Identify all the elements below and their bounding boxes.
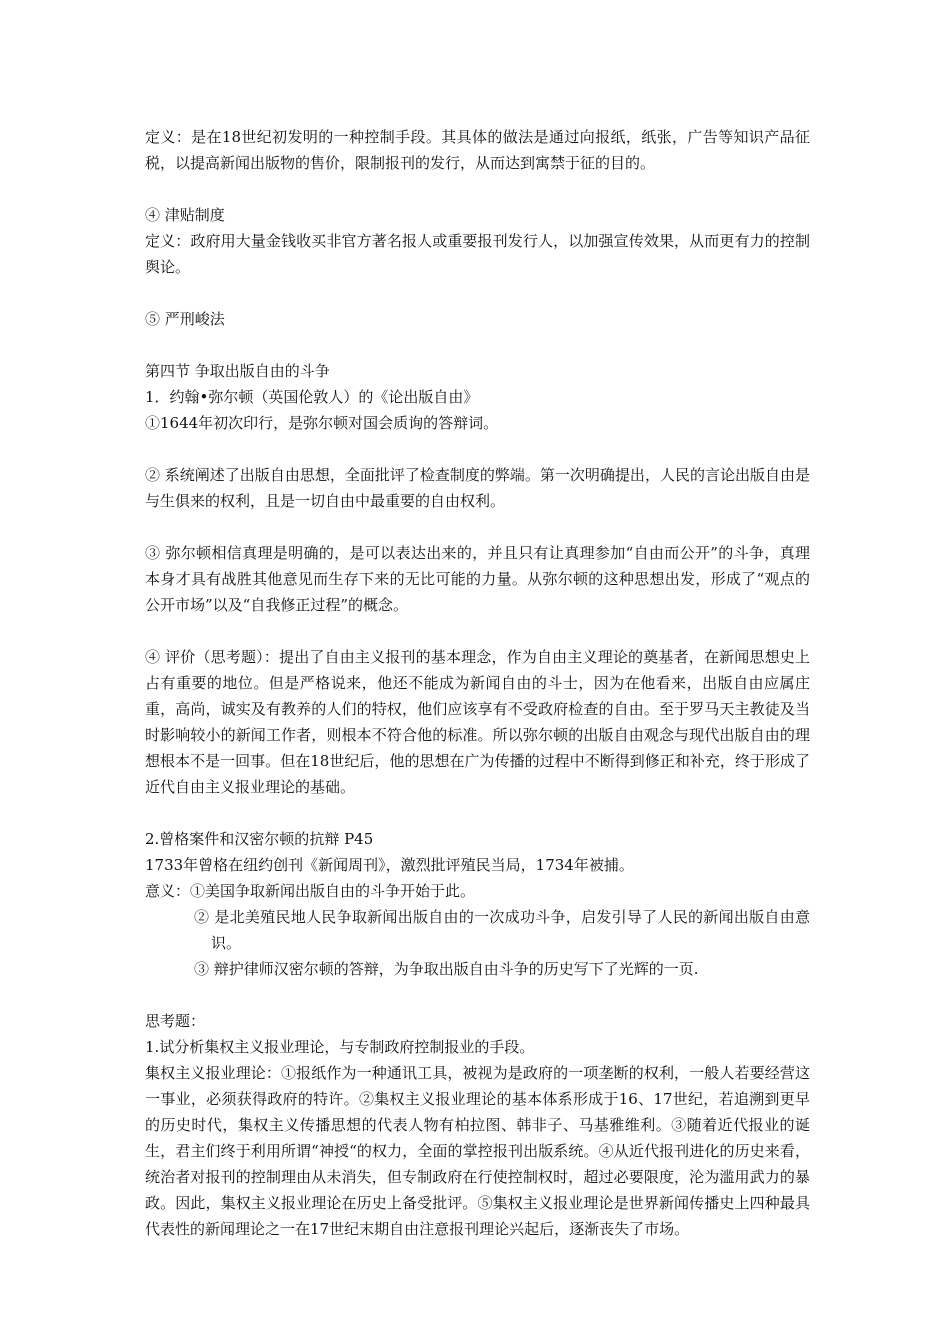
- paragraph: ⑤ 严刑峻法: [145, 310, 225, 328]
- paragraph: 意义：①美国争取新闻出版自由的斗争开始于此。: [145, 882, 476, 900]
- paragraph-spacer: [145, 514, 810, 540]
- paragraph: 第四节 争取出版自由的斗争: [145, 362, 330, 380]
- paragraph: ①1644年初次印行，是弥尔顿对国会质询的答辩词。: [145, 414, 499, 432]
- paragraph: ④ 评价（思考题）：提出了自由主义报刊的基本理念，作为自由主义理论的奠基者，在新闻思想史上占有重要的地位。但是严格说来，他还不能成为新闻自由的斗士，因为在他看来，出版自由应属庄重，高尚，诚实及有教养的人们的特权，他们应该享有不受政府检查的自由。至于罗马天主教徒及当时影响较小的新闻工作者，则根本不符合他的标准。所以弥尔顿的出版自由观念与现代出版自由的理想根本不是一回事。但在18世纪后，他的思想在广为传播的过程中不断得到修正和补充，终于形成了近代自由主义报业理论的基础。: [145, 648, 810, 796]
- paragraph-spacer: [145, 176, 810, 202]
- paragraph-spacer: [145, 280, 810, 306]
- significance-item: ② 是北美殖民地人民争取新闻出版自由的一次成功斗争，启发引导了人民的新闻出版自由意识。: [194, 908, 810, 952]
- paragraph: ② 系统阐述了出版自由思想，全面批评了检查制度的弊端。第一次明确提出，人民的言论出版自由是与生俱来的权利，且是一切自由中最重要的自由权利。: [145, 466, 810, 510]
- paragraph: 定义：是在18世纪初发明的一种控制手段。其具体的做法是通过向报纸，纸张，广告等知识产品征税，以提高新闻出版物的售价，限制报刊的发行，从而达到寓禁于征的目的。: [145, 128, 810, 172]
- paragraph: 2.曾格案件和汉密尔顿的抗辩 P45: [145, 830, 374, 848]
- paragraph-spacer: [145, 618, 810, 644]
- significance-item: ③ 辩护律师汉密尔顿的答辩，为争取出版自由斗争的历史写下了光辉的一页.: [194, 960, 699, 978]
- paragraph: 思考题：: [145, 1012, 206, 1030]
- paragraph: 集权主义报业理论：①报纸作为一种通讯工具，被视为是政府的一项垄断的权利，一般人若要经营这一事业，必须获得政府的特许。②集权主义报业理论的基本体系形成于16、17世纪，若追溯到更早的历史时代，集权主义传播思想的代表人物有柏拉图、韩非子、马基雅维利。③随着近代报业的诞生，君主们终于利用所谓“神授“的权力，全面的掌控报刊出版系统。④从近代报刊进化的历史来看，统治者对报刊的控制理由从未消失，但专制政府在行使控制权时，超过必要限度，沦为滥用武力的暴政。因此，集权主义报业理论在历史上备受批评。⑤集权主义报业理论是世界新闻传播史上四种最具代表性的新闻理论之一在17世纪末期自由注意报刊理论兴起后，逐渐丧失了市场。: [145, 1064, 810, 1238]
- paragraph-spacer: [145, 982, 810, 1008]
- paragraph: 1.试分析集权主义报业理论，与专制政府控制报业的手段。: [145, 1038, 535, 1056]
- paragraph: 1．约翰•弥尔顿（英国伦敦人）的《论出版自由》: [145, 388, 479, 406]
- document-body: [145, 124, 810, 1242]
- paragraph-spacer: [145, 332, 810, 358]
- paragraph: ④ 津贴制度: [145, 206, 225, 224]
- paragraph: 定义：政府用大量金钱收买非官方著名报人或重要报刊发行人，以加强宣传效果，从而更有力的控制舆论。: [145, 232, 810, 276]
- paragraph: 1733年曾格在纽约创刊《新闻周刊》，激烈批评殖民当局，1734年被捕。: [145, 856, 634, 874]
- paragraph-spacer: [145, 436, 810, 462]
- paragraph: ③ 弥尔顿相信真理是明确的，是可以表达出来的，并且只有让真理参加“自由而公开”的斗争，真理本身才具有战胜其他意见而生存下来的无比可能的力量。从弥尔顿的这种思想出发，形成了“观点的公开市场”以及“自我修正过程”的概念。: [145, 544, 810, 614]
- paragraph-spacer: [145, 800, 810, 826]
